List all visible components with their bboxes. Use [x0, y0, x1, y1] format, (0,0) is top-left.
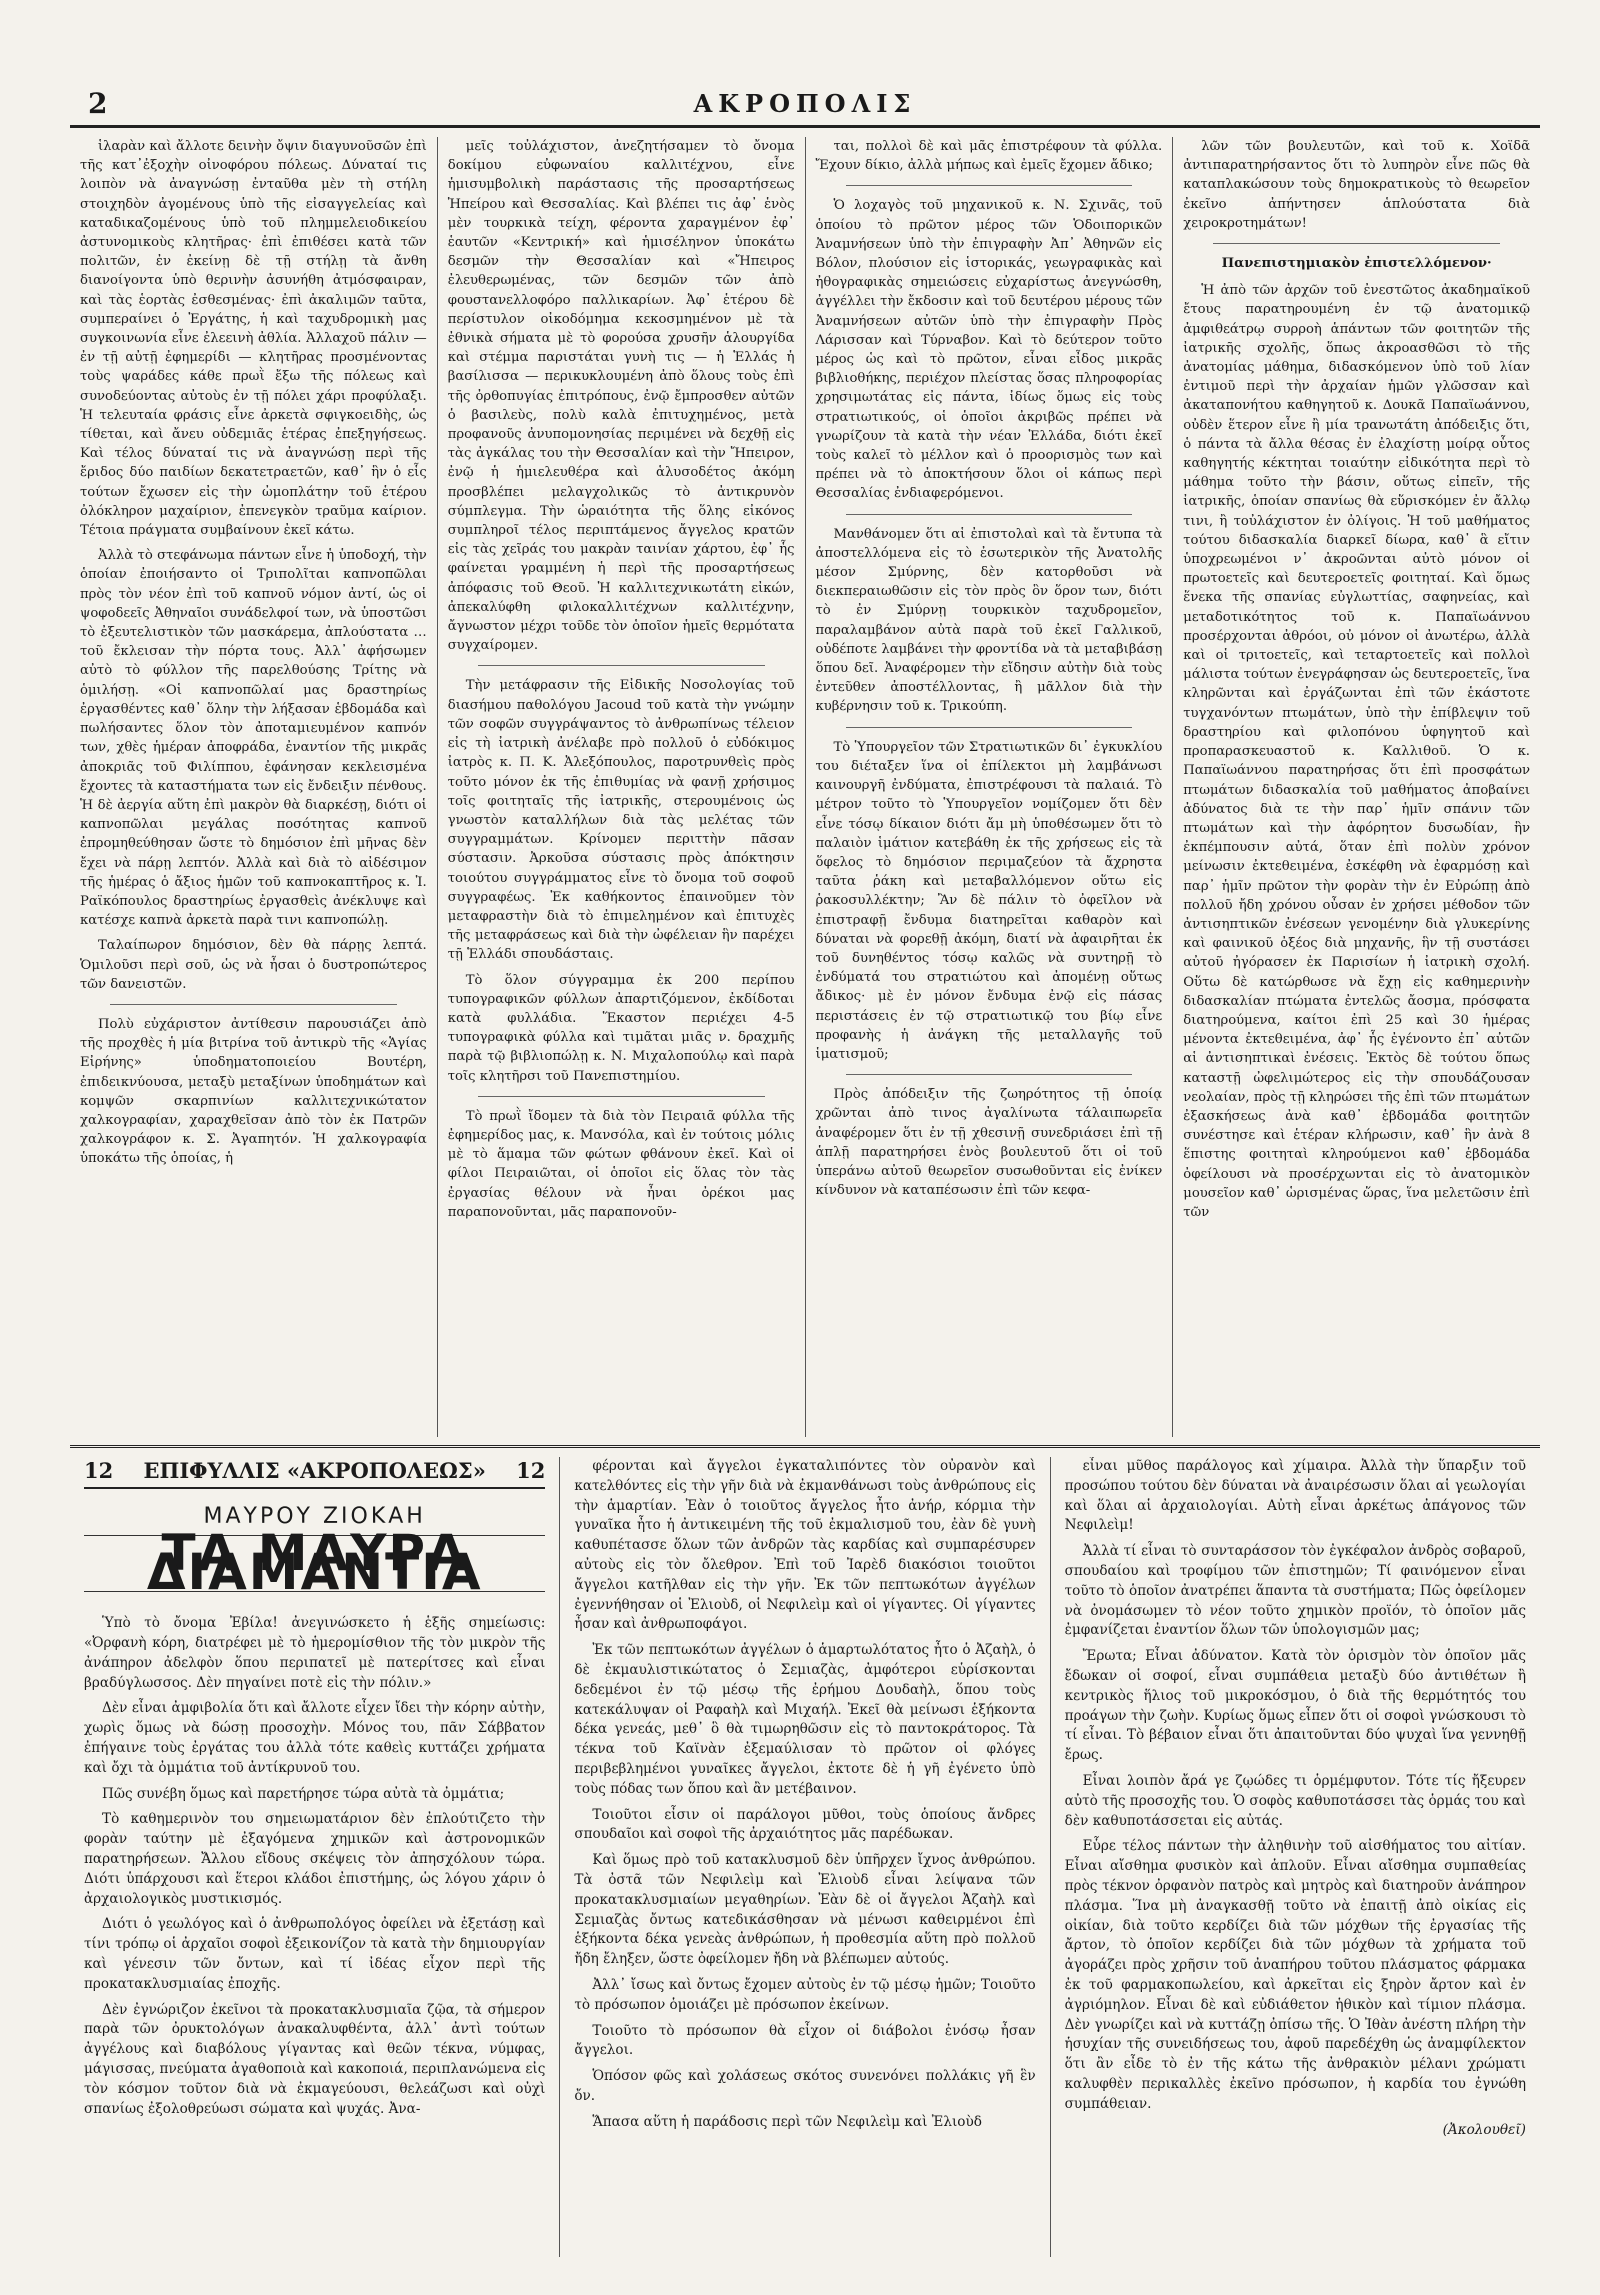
- divider: [846, 727, 1133, 728]
- feuilleton-banner: [84, 1458, 546, 1489]
- paragraph: εἶναι μῦθος παράλογος καὶ χίμαιρα. Ἀλλὰ τὴν ὕπαρξιν τοῦ προσώπου τούτου δὲν δύναται νὰ ἀναιρέσωσιν ὅλαι αἱ γεωλογίαι καὶ ὅλαι αἱ ἀρχαιολογίαι. Αὐτὴ εἶναι ἀρκέτως ἀπάγονος τῶν Νεφιλεὶμ!: [1064, 1458, 1526, 1534]
- paragraph: Πρὸς ἀπόδειξιν τῆς ζωηρότητος τῇ ὁποίᾳ χρῶνται ἀπὸ τινος ἀγαλίνωτα τάλαιπωρεῖα ἀναφέρομεν ὅτι ἐν τῇ χθεσινῇ συνεδριάσει ἐπὶ τῇ ἁπλῇ παρατηρήσει ἑνὸς βουλευτοῦ ὅτι οἱ τοῦ ὑπεράνω αὐτοῦ θεωρεῖον συσωθοῦνται εἰς ἐνίκεν κίνδυνον νὰ καταπέσωσιν ἐπὶ τῶν κεφα-: [815, 1087, 1163, 1199]
- paragraph: φέρονται καὶ ἄγγελοι ἐγκαταλιπόντες τὸν οὐρανὸν καὶ κατελθόντες εἰς τὴν γῆν διὰ νὰ ἐκμανθάνωσι τοὺς ἀνθρώπους εἰς τὴν ἁμαρτίαν. Ἐὰν ὁ τοιοῦτος ἄγγελος ἦτο ἀνήρ, κόρμια τὴν γυναῖκα ἦτο ἡ ἀντικειμένη τῆς τοῦ ἐκμαλισμοῦ του, ἐὰν δὲ γυνὴ καθυπέτασσε ὅλων τῶν ἀνδρῶν τὰς καρδίας καὶ συμπαρέσυρεν αὐτοὺς εἰς τὸν ὄλεθρον. Ἐπὶ τοῦ Ἰαρὲδ διακόσιοι τοιοῦτοι ἄγγελοι κατῆλθαν εἰς τὴν γῆν. Ἐκ τῶν πεπτωκότων ἀγγέλων ἐγεννήθησαν οἱ Ἐλιοὺδ, οἱ Νεφιλεὶμ καὶ οἱ γίγαντες. Οἱ γίγαντες ἦσαν καὶ ἀνθρωποφάγοι.: [574, 1458, 1036, 1633]
- divider: [478, 665, 765, 666]
- divider: [846, 185, 1133, 186]
- news-column-3: [805, 137, 1173, 1437]
- newspaper-page: [70, 85, 1540, 2265]
- section-rule: [70, 1445, 1540, 1448]
- paragraph: Ἅπασα αὕτη ἡ παράδοσις περὶ τῶν Νεφιλεὶμ καὶ Ἐλιοὺδ: [592, 2113, 982, 2130]
- paragraph: Ταλαίπωρον δημόσιον, δὲν θὰ πάρῃς λεπτά. Ὁμιλοῦσι περὶ σοῦ, ὡς νὰ ἦσαι ὁ δυστροπώτερος τῶν δανειστῶν.: [80, 938, 427, 992]
- paragraph: Τοιοῦτο τὸ πρόσωπον θὰ εἶχον οἱ διάβολοι ἐνόσῳ ἦσαν ἄγγελοι.: [574, 2022, 1036, 2059]
- feuilleton-number-left: 12: [84, 1458, 114, 1483]
- paragraph: λῶν τῶν βουλευτῶν, καὶ τοῦ κ. Χοϊδᾶ ἀντιπαρατηρήσαντος ὅτι τὸ λυπηρὸν εἶνε πῶς θὰ καταπλακώσουν τοὺς δημοκρατικοὺς τὸ θεωρεῖον ἐκεῖνο ἀπήντησεν ἁπλούστατα διὰ χειροκροτημάτων!: [1183, 139, 1530, 231]
- paragraph: Εἶναι λοιπὸν ἄρά γε ζῳώδες τι ὁρμέμφυτον. Τότε τίς ἤξευρεν αὐτὸ τῆς προσοχῆς του. Ὁ σοφὸς καθυποτάσσει τὰς ὁρμάς του καὶ δὲν καθυποτάσσεται εἰς αὐτάς.: [1064, 1772, 1526, 1829]
- feuilleton-section: [70, 1457, 1540, 2257]
- paragraph: Πολὺ εὐχάριστον ἀντίθεσιν παρουσιάζει ἀπὸ τῆς προχθὲς ἡ μία βιτρίνα τοῦ ἀντικρὺ τῆς «Ἁγίας Εἰρήνης» ὑποδηματοποιείου Βουτέρη, ἐπιδεικνύουσα, μεταξὺ μεταξίνων ὑποδημάτων καὶ κομψῶν σκαρπινίων καλλιτεχνικώτατον χαλκογραφίαν, χαραχθεῖσαν ἀπὸ τὸν ἐκ Πατρῶν χαλκογράφον κ. Σ. Ἀγαπητόν. Ἡ χαλκογραφία ὑποκάτω τῆς ὁποίας, ἡ: [80, 1016, 427, 1167]
- paragraph: Τὴν μετάφρασιν τῆς Εἰδικῆς Νοσολογίας τοῦ διασήμου παθολόγου Jacoud τοῦ κατὰ τὴν γνώμην τῶν σοφῶν συγγράψαντος τὸ ἀνθρωπίνως τέλειον εἰς τὴ ἰατρικὴ ἀνέλαβε πρὸ πολλοῦ ὁ εὐδόκιμος ἰατρὸς κ. Π. Κ. Ἀλεξόπουλος, παροτρυνθεὶς πρὸς τοῦτο μόνον ἐκ τῆς ἐπιθυμίας νὰ φανῇ χρήσιμος τοῖς φοιτηταῖς τῆς ἰατρικῆς, στερουμένοις ὡς γνωστὸν καταλλήλων διὰ τὰς μελέτας τῶν συγγραμμάτων. Κρίνομεν περιττὴν πᾶσαν σύστασιν. Ἀρκοῦσα σύστασις πρὸς ἀπόκτησιν τοιούτου συγγράμματος εἶνε τὸ ὄνομα τοῦ σοφοῦ συγγραφέως. Ἐκ καθήκοντος ἐπαινοῦμεν τὸν μεταφραστὴν διὰ τὸ ἐπιμελημένον καὶ ἐπιτυχὲς τῆς μεταφράσεως καὶ διὰ τὴν ὠφέλειαν ἣν παρέχει τῇ Ἑλλάδι σπουδάσταις.: [447, 678, 795, 963]
- paragraph: μεῖς τοὐλάχιστον, ἀνεζητήσαμεν τὸ ὄνομα δοκίμου εὐφωναίου καλλιτέχνου, εἶνε ἡμισυμβολικὴ παράστασις τῆς προσαρτήσεως Ἠπείρου καὶ Θεσσαλίας. Καὶ βλέπει τις ἀφ᾽ ἑνὸς μὲν τουρκικὰ τείχη, φέροντα χαραγμένον ἐφ᾽ ἑαυτῶν «Κεντρική» καὶ ἡμισέληνον ὑποκάτω δεσμῶν τὴν Θεσσαλίαν καὶ «Ἤπειρος ἐλευθερωμένας, τῶν δεσμῶν τῶν ἀπὸ φουστανελλοφόρο παλλικαρίων. Ἀφ᾽ ἑτέρου δὲ περίστυλον οἰκοδόμημα κεκοσμημένον μὲ τὰ ἐθνικὰ σήματα μὲ τὸ φορούσα χρυσῆν ἁλουργίδα καὶ στέμμα παριστάται γυνὴ τις — ἡ Ἑλλάς ἡ βασίλισσα — περικυκλουμένη ἀπὸ ὅλους τοὺς ἐπὶ τῆς ὀρθοπυγίας ἐπιτρόπους, ἐνῷ ἔμπροσθεν αὐτῶν ὁ βασιλεὺς, πολὺ καλὰ ἐπιτυχημένος, μετὰ προφανοῦς ἀνυπομονησίας περιμένει νὰ δεχθῇ εἰς τὰς ἀγκάλας του τὴν Θεσσαλίαν καὶ τὴν Ἤπειρον, ἐνῷ ἡ ἡμιελευθέρα καὶ ἁλυσοδέτος ἀκόμη προσβλέπει μελαγχολικῶς τὸ ἀντικρυνὸν σύμπλεγμα. Τὴν ὡραιότητα τῆς ὅλης εἰκόνος συμπληροῖ τέλος περιπτάμενος ἄγγελος κρατῶν εἰς τὰς χεῖράς του μακρὰν ταινίαν χάρτου, ἐφ᾽ ἧς φαίνεται γραμμένη ἡ περὶ τῆς προσαρτήσεως ἀπόφασις τοῦ Θεοῦ. Ἡ καλλιτεχνικωτάτη εἰκών, ἀπεκαλύφθη φιλοκαλλιτέχνων καλλιτέχνην, ἄγνωστον μέχρι τοῦδε τὸν ὁποῖον ἡμεῖς θερμότατα συγχαίρομεν.: [447, 139, 795, 654]
- paragraph: Τὸ ὅλον σύγγραμμα ἐκ 200 περίπου τυπογραφικῶν φύλλων ἀπαρτιζόμενον, ἐκδίδοται κατὰ φυλλάδια. Ἕκαστον περιέχει 4-5 τυπογραφικὰ φύλλα καὶ τιμᾶται μιᾶς ν. δραχμῆς παρὰ τῷ βιβλιοπώλῃ κ. Ν. Μιχαλοπούλῳ καὶ παρὰ τοῖς κλητῆρσι τοῦ Πανεπιστημίου.: [447, 972, 795, 1084]
- paragraph: ἱλαρὰν καὶ ἄλλοτε δεινὴν ὄψιν διαγυνοῦσῶν ἐπὶ τῆς κατ᾽ἐξοχὴν οἰνοφόρου πόλεως. Δύναταί τις λοιπὸν νὰ ἀναγνώσῃ ἐνταῦθα μὲν τὴ στήλη στοιχηδὸν ἀγομένους ὑπὸ τῆς εἰσαγγελείας καὶ καταδικαζομένους ὑπὸ τοῦ πλημμελειοδικείου ἀστυνομικοὺς κλητῆρας· ἐπὶ ἐπιθέσει κατὰ τῶν πολιτῶν, ἐν ἐκείνῃ δὲ τῇ στήλῃ τὰ ἄνθη διανοίγοντα ὑπὸ θερινὴν ἀσυνήθη ἀτμόσφαιραν, καὶ τὰς ἑορτὰς ἐσθεσμένας· ἐπὶ ἀκαλιμῶν ταῦτα, συμπεραίνει ὁ Ἐργάτης, ἡ καὶ ταχυδρομικὴ μας συγκοινωνία εἶνε ἐλεεινὴ ἀθλία. Ἀλλαχοῦ πάλιν — ἐν τῇ αὐτῇ ἐφημερίδι — κλητῆρας προσμένοντας τοὺς ψαράδες κάθε πρωῒ ἔξω τῆς πόλεως καὶ συνοδεύοντας αὐτοὺς ἐν τῇ πόλει χάρι προφύλαξι. Ἡ τελευταία φράσις εἶνε ἀρκετὰ σφιγκοειδὴς, ὡς τίθεται, καὶ ἄνευ οὐδεμιᾶς ἑτέρας ἐπεξηγήσεως. Καὶ τέλος δύναταί τις νὰ ἀναγνώσῃ περὶ τῆς ἔριδος δύο παιδίων δεκατετραετῶν, καθ᾽ ἣν ὁ εἷς τούτων ἔχωσεν εἰς τὴν ὠμοπλάτην τοῦ ἑτέρου ὀλόκληρον μαχαίριον, ἐπενεγκὸν τραῦμα καίριον. Τέτοια πράγματα συμβαίνουν ἐκεῖ κάτω.: [80, 139, 427, 539]
- paragraph: Πῶς συνέβη ὅμως καὶ παρετήρησε τώρα αὐτὰ τὰ ὀμμάτια;: [102, 1785, 505, 1802]
- paragraph: Δὲν ἐγνώριζον ἐκεῖνοι τὰ προκατακλυσμιαῖα ζῷα, τὰ σήμερον παρὰ τῶν ὀρυκτολόγων ἀνακαλυφθέντα, ἀλλ᾽ ἀντὶ τούτων ἀγγέλους καὶ διαβόλους γίγαντας καὶ θεῶν τέκνα, νύμφας, μάγισσας, πνεύματα ἀγαθοποιὰ καὶ κακοποιά, περιπλανώμενα εἰς τὸν κόσμον τοῦτον διὰ νὰ ἐκμαγεύουσι, θελεάζωσι καὶ οὐχὶ σπανίως ἐξολοθρεύωσι σώματα καὶ ψυχάς. Ἀνα-: [84, 2001, 546, 2117]
- divider: [478, 1096, 765, 1097]
- page-number: 2: [88, 87, 108, 120]
- paragraph: Τοιοῦτοι εἶσιν οἱ παράλογοι μῦθοι, τοὺς ὁποίους ἄνδρες σπουδαῖοι καὶ σοφοὶ τῆς ἀρχαιότητος μᾶς παρέδωκαν.: [574, 1806, 1036, 1843]
- news-column-2: [437, 137, 805, 1437]
- paragraph: Ὁπόσον φῶς καὶ χολάσεως σκότος συνενόνει πολλάκις γῆ ἓν ὄν.: [574, 2068, 1036, 2104]
- divider: [846, 1074, 1133, 1075]
- paragraph: Ἀλλ᾽ ἴσως καὶ ὄντως ἔχομεν αὐτοὺς ἐν τῷ μέσῳ ἡμῶν; Τοιοῦτο τὸ πρόσωπον ὁμοιάζει μὲ πρόσωπον ἐκείνων.: [574, 1976, 1036, 2013]
- paragraph: Ἐκ τῶν πεπτωκότων ἀγγέλων ὁ ἁμαρτωλότατος ἦτο ὁ Ἀζαὴλ, ὁ δὲ ἐκμαυλιστικώτατος ὁ Σεμιαζὰς, ἀμφότεροι εὑρίσκονται δεδεμένοι ἐν τῷ μέσῳ τῆς ἐρήμου Δουδαὴλ, ὅπου τοὺς κατεκάλυψαν οἱ Ραφαὴλ καὶ Μιχαήλ. Ἐκεῖ θὰ μείνωσι ἑξήκοντα δέκα γενεάς, μεθ᾽ ὃ θὰ τιμωρηθῶσιν εἰς τὸ παντοκράτορος. Τὰ τέκνα τοῦ Καϊνὰν ἐξεμαύλισαν τὸ πρῶτον οἱ φλόγες περιβεβλημένοι γυναῖκες ἄγγελοι, ἐκτοτε δὲ ἡ γῆ ἐγένετο ὑπὸ τοὺς πόδας των ὅπου καὶ ἂν μετέβαινον.: [574, 1642, 1036, 1797]
- paragraph: ται, πολλοὶ δὲ καὶ μᾶς ἐπιστρέφουν τὰ φύλλα. Ἔχουν δίκιο, ἀλλὰ μήπως καὶ ἐμεῖς ἔχομεν ἄδικο;: [815, 139, 1163, 174]
- paragraph: Καὶ ὅμως πρὸ τοῦ κατακλυσμοῦ δὲν ὑπῆρχεν ἴχνος ἀνθρώπου. Τὰ ὀστᾶ τῶν Νεφιλεὶμ καὶ Ἐλιοὺδ εἶναι λείψανα τῶν προκατακλυσμιαίων μεγαθηρίων. Ἐὰν δὲ οἱ ἄγγελοι Ἀζαὴλ καὶ Σεμιαζὰς ὄντως κατεδικάσθησαν νὰ μένωσι καθειρμένοι ἐπὶ ἑξήκοντα δέκα γενεὰς ἀνθρώπων, ἡ προθεσμία αὕτη πρὸ πολλοῦ ἤδη ἔληξεν, ὥστε ὀφείλομεν ἤδη νὰ βλέπωμεν αὐτούς.: [574, 1852, 1036, 1968]
- paragraph: Διότι ὁ γεωλόγος καὶ ὁ ἀνθρωπολόγος ὀφείλει νὰ ἐξετάσῃ καὶ τίνι τρόπῳ οἱ ἀρχαῖοι σοφοὶ ἐξεικονίζον τὰ κατὰ τὴν δημιουργίαν καὶ γένεσιν τῶν ὄντων, καὶ τί ἰδέας εἶχον περὶ τῆς προκατακλυσμιαίας ἐποχῆς.: [84, 1916, 546, 1992]
- paragraph: Δὲν εἶναι ἀμφιβολία ὅτι καὶ ἄλλοτε εἶχεν ἴδει τὴν κόρην αὐτὴν, χωρὶς ὅμως νὰ δώσῃ προσοχὴν. Μόνος του, πᾶν Σάββατον ἐπήγαινε τοὺς ἐργάτας του ἀλλὰ τότε καθεὶς κυττάζει χρήματα καὶ ὄχι τὰ ὀμμάτια τοῦ ἀντίκρυνοῦ του.: [84, 1700, 546, 1776]
- feuilleton-label: ΕΠΙΦΥΛΛΙΣ «ΑΚΡΟΠΟΛΕΩΣ»: [143, 1458, 486, 1483]
- news-column-4: [1172, 137, 1540, 1437]
- feuilleton-number-right: 12: [516, 1458, 546, 1483]
- paragraph: Ἀλλὰ τί εἶναι τὸ συνταράσσον τὸν ἐγκέφαλον ἀνδρὸς σοβαροῦ, σπουδαίου καὶ τροφίμου τῶν ἐπιστημῶν; Τί φαινόμενον εἶναι τοῦτο τὸ ὁποῖον ἀνατρέπει ἅπαντα τὰ συστήματα; Πῶς ὀφείλομεν νὰ ὀνομάσωμεν τὸ νέον τοῦτο χημικὸν προϊόν, τὸ ὁποῖον μᾶς ἐμφανίζεται ἐναντίον ὅλων τῶν ὑπολογισμῶν μας;: [1064, 1543, 1526, 1639]
- divider: [846, 514, 1133, 515]
- paragraph: Ἡ ἀπὸ τῶν ἀρχῶν τοῦ ἐνεστῶτος ἀκαδημαϊκοῦ ἔτους παρατηρουμένη ἐν τῷ ἀνατομικῷ ἀμφιθεάτρῳ συρροὴ ἁπάντων τῶν φοιτητῶν τῆς ἰατρικῆς σχολῆς, ὅπως ἀκροασθῶσι τὸ τῆς ἀνατομίας μάθημα, διδασκόμενον ὑπὸ τοῦ λίαν ἐντιμοῦ περὶ τὴν ἀρχαίαν ἡμῶν γλῶσσαν καὶ ἀκαταπονήτου καθηγητοῦ κ. Δουκᾶ Παπαϊωάννου, οὐδὲν ἕτερον εἶνε ἢ μία τρανωτάτη ἀπόδειξις ὅτι, ὁ πάντα τὰ ἄλλα θέσας ἐν ἐλαχίστῃ μοίρᾳ οὗτος καθηγητής κέκτηται τοιαύτην εἰδικότητα περὶ τὸ μάθημα τοῦτο τὴν βάσιν, οὕτως εἰπεῖν, τῆς ἰατρικῆς, ὁποίαν σπανίως θὰ εὕρισκόμεν ἐν ἄλλῳ τινι, ἢ τοὐλάχιστον ἐν ὀλίγοις. Ἡ τοῦ μαθήματος τούτου διδασκαλία διαρκεῖ δίωρα, καθ᾽ ἃ εἴτιν ὑποχρεωμένοι ν᾽ ἀκροῶνται αὐτὸ μόνον οἱ πρωτοετεῖς καὶ δευτεροετεῖς φοιτηταί. Καὶ ὅμως ἕνεκα τῆς σπανίας εὐγλωττίας, σαφηνείας, καὶ μεταδοτικότητος τοῦ κ. Παπαϊωάννου προσέρχονται ἀθρόοι, οὐ μόνον οἱ ἀνωτέρω, ἀλλὰ καὶ οἱ τριτοετεῖς, καὶ τεταρτοετεῖς καὶ πολλοὶ μάλιστα τούτων ἐνεγράφησαν ὡς δευτεροετεῖς, ἵνα κληρῶνται καὶ ἐργάζωνται ἐπὶ τῶν ἑκάστοτε τυγχανόντων πτωμάτων, ὑπὸ τὴν ἐπίβλεψιν τοῦ δραστηρίου καὶ φιλοπόνου ὑφηγητοῦ καὶ προπαρασκευαστοῦ κ. Καλλιθοῦ. Ὁ κ. Παπαϊωάννου παρατηρήσας ὅτι ἐπὶ προσφάτων πτωμάτων διδασκαλία τοῦ μαθήματος ἀποβαίνει ἀδύνατος διὰ τε τὴν παρ᾽ ἡμῖν σπάνιν τῶν πτωμάτων καὶ τὴν ἀφόρητον δυσωδίαν, ἣν ἐκπέμπουσιν αὐτά, ὅταν ἐπὶ πολὺν χρόνον μείνωσιν ἐκτεθειμένα, ἐσκέφθη νὰ ἐφαρμόσῃ καὶ παρ᾽ ἡμῖν πρῶτον τὴν φορὰν τὴν ἐν Εὐρώπῃ ἀπὸ πολλοῦ ἤδη χρόνου οὖσαν ἐν χρήσει μέθοδον τῶν ἀντισηπτικῶν ἐνέσεων γενομένην διὰ γλυκερίνης καὶ φαινικοῦ ὀξέος διὰ μηχανῆς, ἣν τῇ συστάσει αὐτοῦ ἠγόρασεν ἐκ Παρισίων ἡ ἰατρικὴ σχολή. Οὕτω δὲ κατώρθωσε νὰ ἔχῃ εἰς καθημερινὴν διδασκαλίαν πτώματα ἐντελῶς ἄοσμα, πρόσφατα διατηρούμενα, καίτοι ἐπὶ 25 καὶ 30 ἡμέρας μένοντα ἐκτεθειμένα, ἀφ᾽ ἧς ἐγένοντο ἐπ᾽ αὐτῶν αἱ ἀντισηπτικαὶ ἐνέσεις. Ἐκτὸς δὲ τούτου ὅπως καταστῇ ὠφελιμώτερος εἰς τὴν σπουδάζουσαν νεολαίαν, πρὸς τῇ κληρώσει τῆς ἐπὶ τῶν πτωμάτων ἐξασκήσεως ἀνὰ καθ᾽ ἑβδομάδα φοιτητῶν συνέστησε καὶ ἑτέραν κλήρωσιν, καθ᾽ ἣν ἀνὰ 8 ἕπιστης φοιτηταὶ κληρούμενοι καθ᾽ ἑβδομάδα ὀφείλουσι νὰ προσέρχωνται εἰς τὸ ἀνατομικὸν μουσεῖον καθ᾽ ὡρισμένας ὥρας, ἵνα μελετῶσιν ἐπὶ τῶν: [1183, 283, 1530, 1220]
- paragraph: Ὑπὸ τὸ ὄνομα Ἐβίλα! ἀνεγινώσκετο ἡ ἑξῆς σημείωσις: «Ὀρφανὴ κόρη, διατρέφει μὲ τὸ ἡμερομίσθιον τῆς τὸν μικρὸν τῆς ἀνάπηρον ἀδελφὸν ὅπου περιπατεῖ μὲ πατερίτσες καὶ εἶναι βραδύγλωσσος. Δὲν πηγαίνει ποτὲ εἰς τὴν πόλιν.»: [84, 1615, 546, 1691]
- paragraph: Ἔρωτα; Εἶναι ἀδύνατον. Κατὰ τὸν ὁρισμὸν τὸν ὁποῖον μᾶς ἔδωκαν οἱ σοφοί, εἶναι συμπάθεια μεταξὺ δύο ἀντιθέτων ἢ κεντρικὸς ἥλιος τοῦ μικροκόσμου, ὁ διὰ τῆς θερμότητός του προάγων τὴν ζωὴν. Κυρίως ὅμως εἶπεν ὅτι οἱ σοφοὶ γνώσκουσι τὸ τί εἶναι. Τὸ βέβαιον εἶναι ὅτι ἀπαιτοῦνται δύο ψυχαὶ ἵνα γεννηθῇ ἔρως.: [1064, 1648, 1526, 1764]
- feuilleton-column-2: [559, 1457, 1049, 2257]
- paragraph: Μανθάνομεν ὅτι αἱ ἐπιστολαὶ καὶ τὰ ἔντυπα τὰ ἀποστελλόμενα εἰς τὸ ἐσωτερικὸν τῆς Ἀνατολῆς μέσον Σμύρνης, δὲν κατορθοῦσι νὰ διεκπεραιωθῶσιν εἰς τὸν πρὸς ὃν ὅρον των, διότι τὸ ἐν Σμύρνῃ τουρκικὸν ταχυδρομεῖον, παραλαμβάνον αὐτὰ παρὰ τοῦ ἐκεῖ Γαλλικοῦ, οὐδέποτε λαμβάνει τὴν φροντίδα νὰ τὰ μεταβιβάσῃ ὅπου δεῖ. Ἀναφέρομεν τὴν εἴδησιν αὐτὴν διὰ τοὺς ἐντεῦθεν ἀποστέλλοντας, ἢ μᾶλλον διὰ τὴν κυβέρνησιν τοῦ κ. Τρικούπη.: [815, 526, 1163, 715]
- divider: [1213, 243, 1500, 244]
- paragraph: Τὸ πρωῒ ἴδομεν τὰ διὰ τὸν Πειραιᾶ φύλλα τῆς ἐφημερίδος μας, κ. Μανσόλα, καὶ ἐν τούτοις μόλις μὲ τὸ ἅμαμα τῶν φώτων φθάνουν ἐκεῖ. Καὶ οἱ φίλοι Πειραιῶται, οἱ ὁποῖοι εἰς ὅλας τὸν τὰς ἐργασίας θέλουν νὰ ἦναι ὀρέκοι μας παραπονοῦνται, μᾶς παραπονοῦν-: [447, 1108, 795, 1220]
- masthead: ΑΚΡΟΠΟΛΙΣ: [693, 89, 917, 118]
- news-columns: [70, 137, 1540, 1437]
- novel-author: ΜΑΥΡΟΥ ΖΙΟΚΑΗ: [203, 1503, 426, 1529]
- paragraph: Ἀλλὰ τὸ στεφάνωμα πάντων εἶνε ἡ ὑποδοχή, τὴν ὁποίαν ἐποιήσαντο οἱ Τριπολῖται καπνοπῶλαι πρὸς τὸν νέον ἐπὶ τοῦ καπνοῦ νόμον ἀντί, ὡς οἱ ψοφοδεεῖς Ἀθηναῖοι συνάδελφοί των, νὰ ὑποστῶσι τὸ ἐξευτελιστικὸν τῶν μασκάρεμα, ἀπλούστατα … τοῦ ἔκλεισαν τὴν πόρτα τους. Ἀλλ᾽ ἀφήσωμεν αὐτὸ τὸ φύλλον τῆς παρελθούσης Τρίτης νὰ ὁμιλήσῃ. «Οἱ καπνοπῶλαί μας δραστηρίως ἐργασθέντες καθ᾽ ὅλην τὴν λήξασαν ἑβδομάδα καὶ πωλήσαντες ὅλον τὸν ἀποταμιευμένον καπνόν των, χθὲς ἡμέραν ἀποφράδα, ἐναντίον τῆς μικρᾶς ἀποκριᾶς τοῦ Φιλίππου, ἐφάνησαν κεκλεισμένα ἔχοντες τὰ καταστήματα των εἰς ἔνδειξιν πένθους. Ἡ δὲ ἀεργία αὕτη ἐπὶ μακρὸν θὰ διαρκέσῃ, διότι οἱ καπνοπῶλαι μεγάλας ποσότητας καπνοῦ ἐπρομηθεύθησαν ὥστε τὸ δημόσιον ἐπὶ μῆνας δὲν ἔχει νὰ πάρῃ λεπτόν. Ἀλλὰ καὶ διὰ τὸ αἰδέσιμον τῆς ἡμέρας ὁ ἄξιος ἡμῶν τοῦ καπνοκαπτῆρος κ. Ἰ. Ραϊκόπουλος δραστηρίως ἐργασθεὶς ἀνέκλυψε καὶ κατέσχε καπνὰ ἀρκετὰ παρὰ τινι καπνοπώλῃ.: [80, 548, 427, 929]
- feuilleton-column-3: [1050, 1457, 1540, 2257]
- paragraph: Εὗρε τέλος πάντων τὴν ἀληθινὴν τοῦ αἰσθήματος του αἰτίαν. Εἶναι αἴσθημα φυσικὸν καὶ ἁπλοῦν. Εἶναι αἴσθημα συμπαθείας πρὸς τέκνον ὀρφανὸν πατρὸς καὶ μητρὸς καὶ διατηροῦν ἀνάπηρον πλάσμα. Ἵνα μὴ ἀναγκασθῇ τοῦτο νὰ ἐπαιτῇ ἀπὸ οἰκίας εἰς οἰκίαν, διὰ τοῦτο κερδίζει διὰ τῶν μόχθων τῆς ἐργασίας τῆς ἄρτον, τὸ ὁποῖον κερδίζει διὰ τῶν μόχθων τὰ χρήματα τοῦ ἀγοράζει πρὸς χρῆσιν τοῦ ἀναπήρου τοῦτου πλάσματος φάρμακα ἐκ τοῦ φαρμακοπωλείου, καὶ ἀρκεῖται εἰς ξηρὸν ἄρτον καὶ ἐν ἀγριόμηλον. Εἶναι δὲ καὶ εὐδιάθετον ἡθικὸν καὶ τίμιον πλάσμα. Δὲν γνωρίζει καὶ νὰ κυττάζῃ ὀπίσω τῆς. Ὁ Ἰθὰν ἀνέστη πλήρη τὴν ἡσυχίαν τῆς συνειδήσεως του, ἀφοῦ παρεδέχθη ὡς ἀναμφίλεκτον ὅτι ἂν εἶδε τὸ ἐν τῆς κάτω τῆς ἀνθρακιὸν μέλανι χρώματι καλυφθὲν περικαλλὲς ἐκεῖνο πρόσωπον, ἡ καρδία του ἐγνώθη συμπάθειαν.: [1064, 1838, 1526, 2112]
- news-column-1: [70, 137, 437, 1437]
- page-header: [70, 85, 1540, 128]
- paragraph: Τὸ Ὑπουργεῖον τῶν Στρατιωτικῶν δι᾽ ἐγκυκλίου του διέταξεν ἵνα οἱ ἐπίλεκτοι μὴ λαμβάνωσι καινουργῆ ἐνδύματα, ἐπιστρέφουσι τὰ παλαιά. Τὸ μέτρον τοῦτο τὸ Ὑπουργεῖον νομίζομεν ὅτι δὲν εἶνε τόσῳ δίκαιον διότι ἄμ μὴ ὑποθέσωμεν ὅτι τὸ παλαιὸν ἱμάτιον κατεβάθη ἐκ τῆς χρήσεως εἰς τὰ ὅφελος τὸ δημόσιον περιμαζεύον τὰ ἄχρηστα ταῦτα ῥάκη καὶ μεταβαλλόμενον οὕτω εἰς ῥακοσυλλέκτην; Ἂν δὲ πάλιν τὸ ὀφεῖλον νὰ ἐπιστραφῇ ἔνδυμα διατηρεῖται καθαρὸν καὶ δύναται νὰ φορεθῇ ἀκόμη, διατί νὰ ἀφαιρῆται ἐκ τοῦ δυνηθέντος τόσῳ καλῶς νὰ συντηρῇ τὸ ἐνδύματά του στρατιώτου καὶ ἀπομένῃ οὕτως ἄδικος· μὲ ἐν μόνον ἔνδυμα ἐνῷ εἰς πάσας περιστάσεις ἐν τῷ στρατιωτικῷ του βίῳ εἶνε προφανὴς ἡ ἀνάγκη τῆς μεταλλαγῆς τοῦ ἱματισμοῦ;: [815, 739, 1163, 1062]
- divider: [110, 1004, 397, 1005]
- feuilleton-column-1: [70, 1457, 559, 2257]
- novel-title: ΤΑ ΜΑΥΡΑ ΔΙΑΜΑΝΤΙΑ: [84, 1535, 545, 1593]
- paragraph: Τὸ καθημερινὸν του σημειωματάριον δὲν ἐπλούτιζετο τὴν φορὰν ταύτην μὲ ἐξαγόμενα χημικῶν καὶ ἀστρονομικῶν παρατηρήσεων. Ἄλλου εἴδους σκέψεις τὸν ἀπησχόλουν τώρα. Διότι ὑπάρχουσι καὶ ἕτεροι κλάδοι ἐπιστήμης, ὡς λόγου χάριν ὁ ἀρχαιολογικὸς μυστικισμός.: [84, 1811, 546, 1907]
- section-heading: Πανεπιστημιακὸν ἐπιστελλόμενον·: [1221, 256, 1492, 272]
- to-be-continued: (Ἀκολουθεῖ): [1442, 2121, 1526, 2138]
- paragraph: Ὁ λοχαγὸς τοῦ μηχανικοῦ κ. Ν. Σχινᾶς, τοῦ ὁποίου τὸ πρῶτον μέρος τῶν Ὁδοιπορικῶν Ἀναμνήσεων ὑπὸ τὴν ἐπιγραφὴν Ἀπ᾽ Ἀθηνῶν εἰς Βόλον, πλούσιον εἰς ἱστορικάς, γεωγραφικὰς καὶ ἠθογραφικὰς σημειώσεις εὐχαρίστως ἀνεγνώσθη, ἀγγέλλει τὴν ἔκδοσιν καὶ τοῦ δευτέρου μέρους τῶν Ἀναμνήσεων αὐτῶν ὑπὸ τὴν ἐπιγραφὴν Πρὸς Λάρισσαν καὶ Τύρναβον. Καὶ τὸ δεύτερον τοῦτο μέρος ὡς καὶ τὸ πρῶτον, εἶναι εἶδος μικρᾶς βιβλιοθήκης, περιέχον πλείστας ὅσας πληροφορίας χρησιμωτάτας εἰς πάντα, ἰδίως ὅμως εἰς τοὺς στρατιωτικούς, οἱ ὁποῖοι ἀκριβῶς πρέπει νὰ γνωρίζουν τὰ κατὰ τὴν νέαν Ἑλλάδα, διότι ἐκεῖ τοὺς καλεῖ τὸ μέλλον καὶ ὁ προορισμὸς των καὶ πρέπει νὰ τὸ ἀποκτήσουν ὅλοι οἱ κάπως περὶ Θεσσαλίας ἐνδιαφερόμενοι.: [815, 198, 1163, 502]
